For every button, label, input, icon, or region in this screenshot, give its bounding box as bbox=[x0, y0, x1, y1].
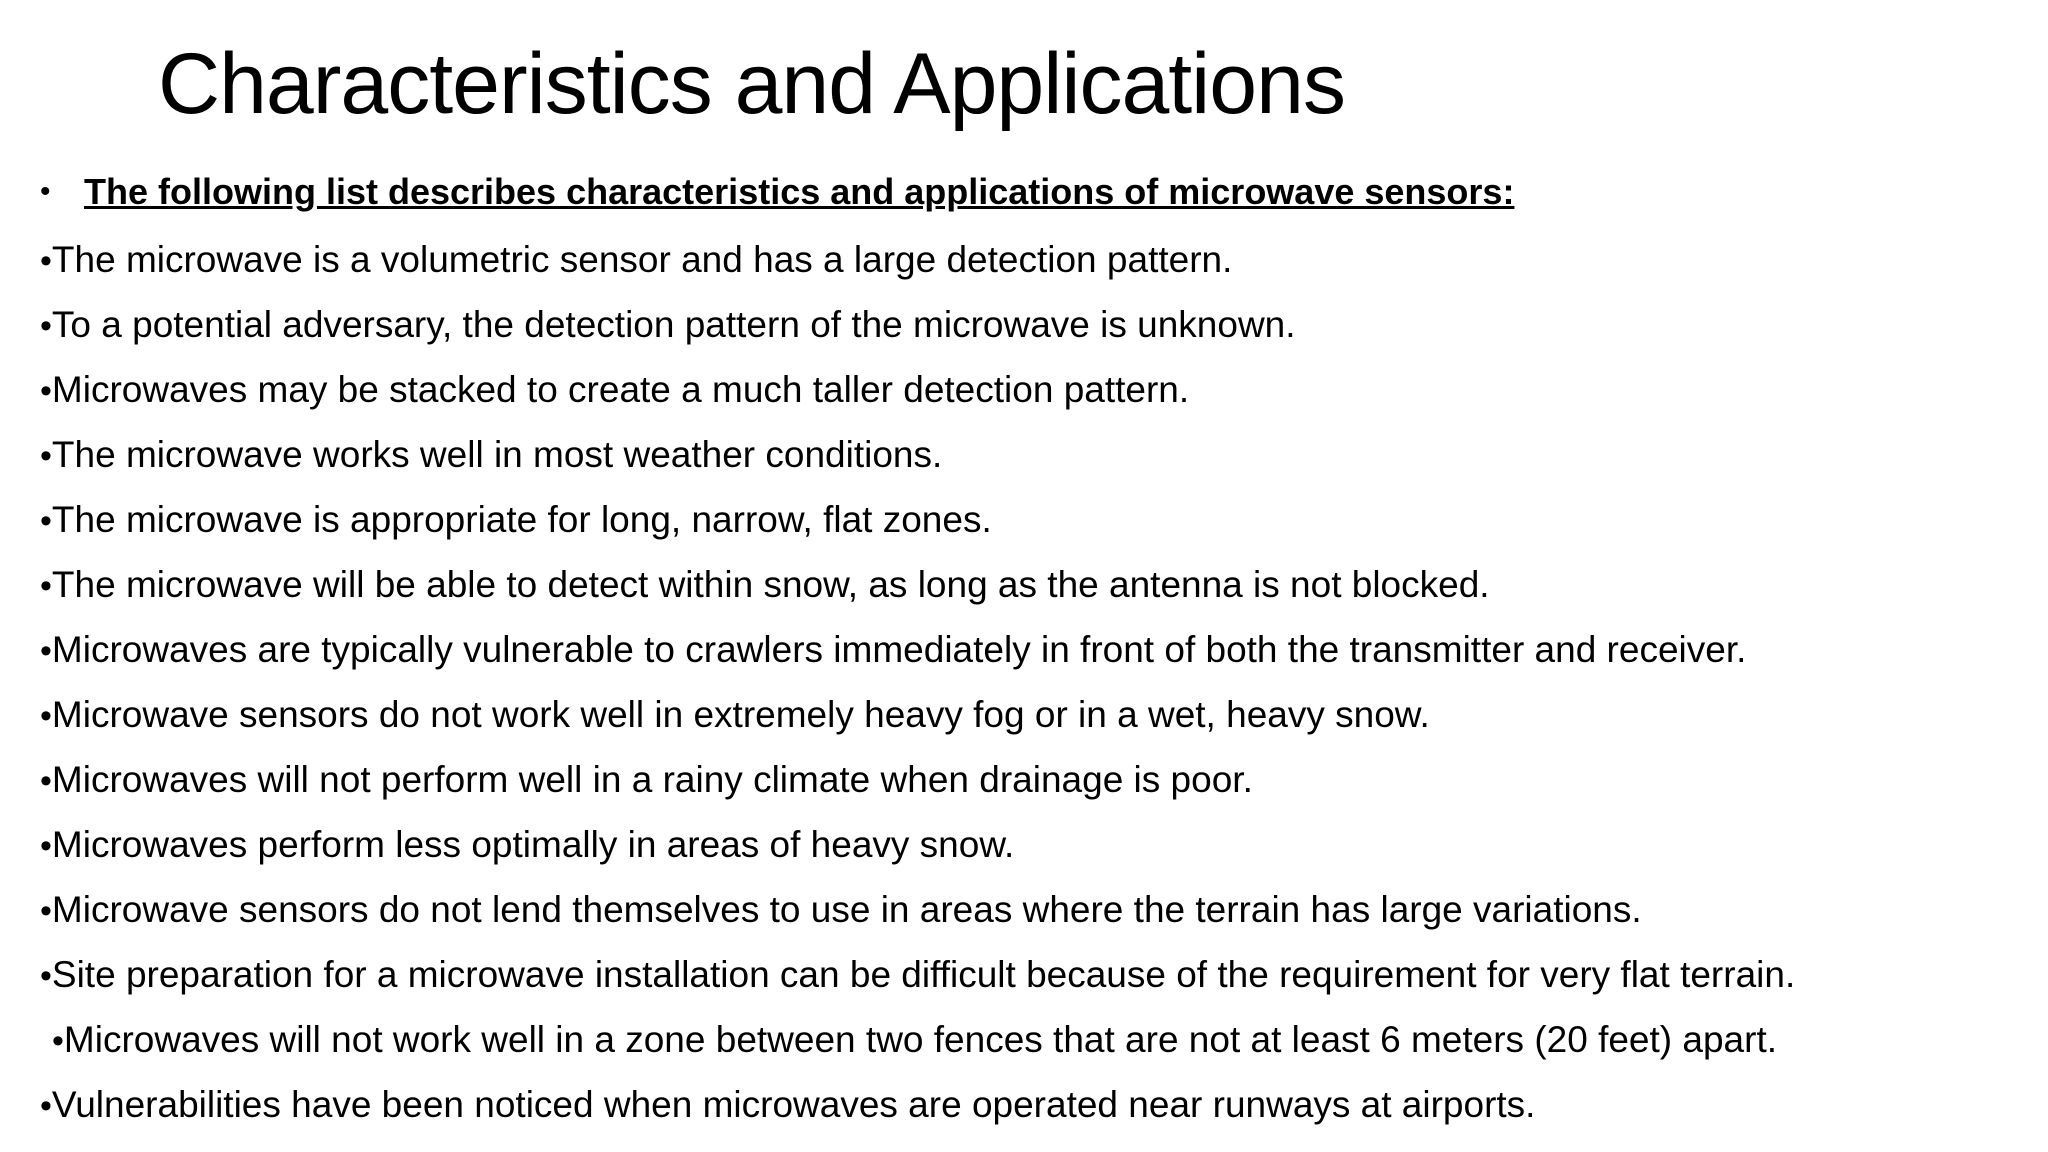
list-bullet: • bbox=[40, 827, 52, 865]
list-item-text: Site preparation for a microwave installation can be difficult because of the requirement for very flat terrain. bbox=[51, 954, 1796, 995]
slide-title: Characteristics and Applications bbox=[158, 36, 1345, 132]
intro-text: The following list describes characteristics and applications of microwave sensors: bbox=[84, 171, 1515, 212]
list-bullet: • bbox=[40, 567, 52, 605]
list-item bbox=[40, 423, 1795, 488]
list-item bbox=[40, 943, 1795, 1008]
list-item bbox=[40, 358, 1795, 423]
list-bullet: • bbox=[40, 372, 52, 410]
list-item bbox=[40, 813, 1795, 878]
list-item bbox=[40, 1008, 1795, 1073]
list-bullet: • bbox=[40, 697, 52, 735]
list-bullet: • bbox=[40, 437, 52, 475]
characteristics-list bbox=[40, 228, 1795, 1138]
intro-line bbox=[40, 166, 1514, 218]
list-bullet: • bbox=[40, 502, 52, 540]
list-item bbox=[40, 1073, 1795, 1138]
list-item bbox=[40, 293, 1795, 358]
list-item-text: The microwave is appropriate for long, narrow, flat zones. bbox=[51, 499, 992, 540]
list-item-text: Vulnerabilities have been noticed when microwaves are operated near runways at airports. bbox=[51, 1084, 1536, 1125]
list-item bbox=[40, 748, 1795, 813]
list-item bbox=[40, 683, 1795, 748]
list-item-text: Microwave sensors do not lend themselves to use in areas where the terrain has large variations. bbox=[51, 889, 1642, 930]
list-item-text: The microwave works well in most weather conditions. bbox=[51, 434, 943, 475]
list-item bbox=[40, 228, 1795, 293]
list-bullet: • bbox=[40, 892, 52, 930]
list-item bbox=[40, 553, 1795, 618]
list-item-text: Microwaves will not work well in a zone between two fences that are not at least 6 meters (20 feet) apart. bbox=[63, 1019, 1777, 1060]
list-bullet: • bbox=[40, 762, 52, 800]
list-item-text: The microwave is a volumetric sensor and has a large detection pattern. bbox=[51, 239, 1233, 280]
list-bullet: • bbox=[40, 957, 52, 995]
list-item-text: The microwave will be able to detect within snow, as long as the antenna is not blocked. bbox=[51, 564, 1490, 605]
list-bullet: • bbox=[40, 1087, 52, 1125]
list-item-text: Microwaves are typically vulnerable to crawlers immediately in front of both the transmitter and receiver. bbox=[51, 629, 1747, 670]
list-item bbox=[40, 618, 1795, 683]
list-bullet: • bbox=[40, 307, 52, 345]
list-bullet: • bbox=[40, 632, 52, 670]
list-item-text: To a potential adversary, the detection pattern of the microwave is unknown. bbox=[51, 304, 1296, 345]
list-item bbox=[40, 488, 1795, 553]
intro-bullet: • bbox=[40, 175, 51, 208]
list-item-text: Microwaves will not perform well in a rainy climate when drainage is poor. bbox=[51, 759, 1253, 800]
list-item-text: Microwaves may be stacked to create a much taller detection pattern. bbox=[51, 369, 1190, 410]
list-item bbox=[40, 878, 1795, 943]
list-item-text: Microwave sensors do not work well in extremely heavy fog or in a wet, heavy snow. bbox=[51, 694, 1430, 735]
list-bullet: • bbox=[52, 1022, 64, 1060]
list-item-text: Microwaves perform less optimally in areas of heavy snow. bbox=[51, 824, 1015, 865]
list-bullet: • bbox=[40, 242, 52, 280]
